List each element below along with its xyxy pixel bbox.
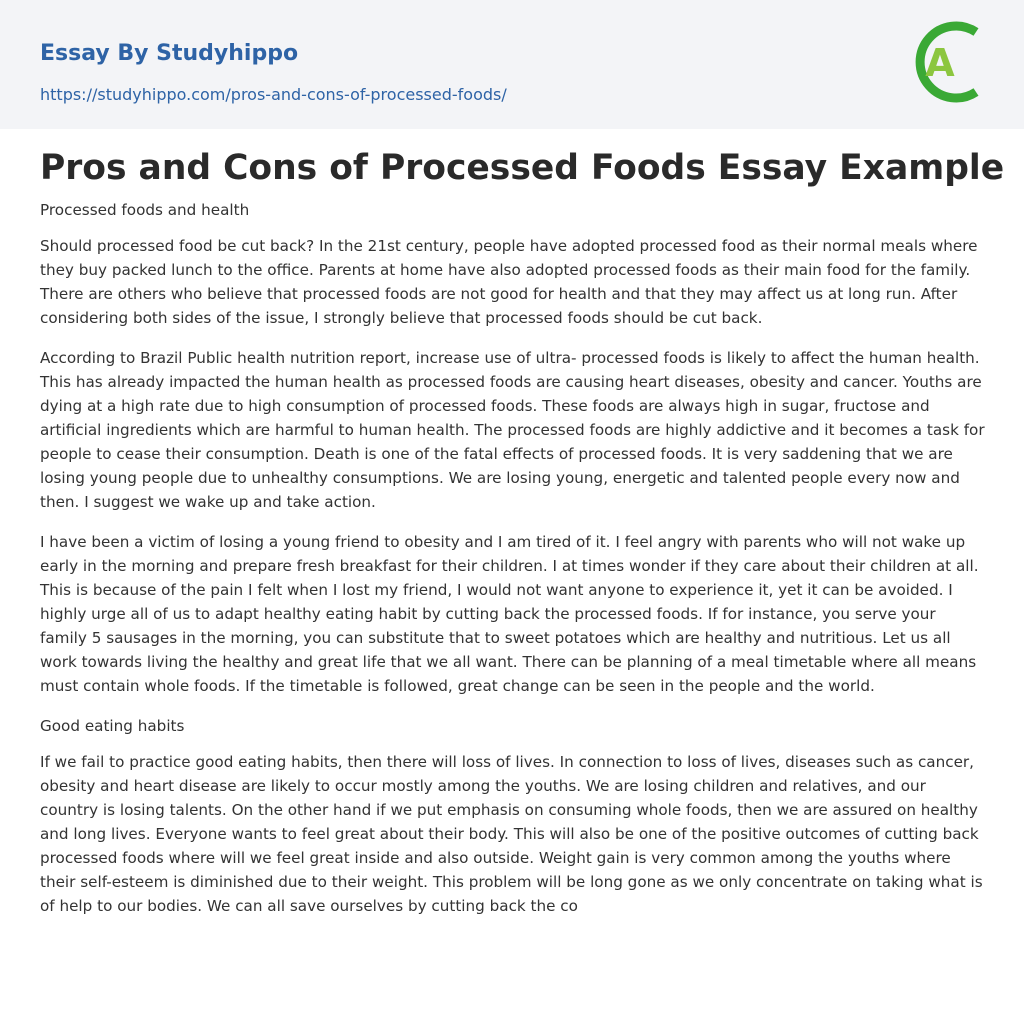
section-heading-processed-foods: Processed foods and health bbox=[40, 201, 250, 219]
page-url-link[interactable]: https://studyhippo.com/pros-and-cons-of-processed-foods/ bbox=[40, 85, 507, 104]
studyhippo-a-logo-icon[interactable] bbox=[910, 18, 988, 106]
logo-letter: A bbox=[925, 41, 955, 85]
section-heading-good-eating: Good eating habits bbox=[40, 717, 185, 735]
essay-paragraph: I have been a victim of losing a young friend to obesity and I am tired of it. I feel angry with parents who will not wake up early in the morning and prepare fresh breakfast for their children. I at times wonder if they care about their children at all. This is because of the pain I felt when I lost my friend, I would not want anyone to experience it, yet it can be avoided. I highly urge all of us to adapt healthy eating habit by cutting back the processed foods. If for instance, you serve your family 5 sausages in the morning, you can substitute that to sweet potatoes which are healthy and nutritious. Let us all work towards living the healthy and great life that we all want. There can be planning of a meal timetable where all means must contain whole foods. If the timetable is followed, great change can be seen in the people and the world. bbox=[40, 533, 979, 695]
page-title: Pros and Cons of Processed Foods Essay Example bbox=[40, 148, 1005, 188]
essay-body bbox=[40, 198, 986, 934]
essay-paragraph: According to Brazil Public health nutrition report, increase use of ultra- processed foods is likely to affect the human health. This has already impacted the human health as processed foods are causing heart diseases, obesity and cancer. Youths are dying at a high rate due to high consumption of processed foods. These foods are always high in sugar, fructose and artificial ingredients which are harmful to human health. The processed foods are highly addictive and it becomes a task for people to cease their consumption. Death is one of the fatal effects of processed foods. It is very saddening that we are losing young people due to unhealthy consumptions. We are losing young, energetic and talented people every now and then. I suggest we wake up and take action. bbox=[40, 349, 985, 511]
essay-paragraph: Should processed food be cut back? In the 21st century, people have adopted processed food as their normal meals where they buy packed lunch to the office. Parents at home have also adopted processed foods as their main food for the family. There are others who believe that processed foods are not good for health and that they may affect us at long run. After considering both sides of the issue, I strongly believe that processed foods should be cut back. bbox=[40, 237, 978, 327]
site-brand-link[interactable]: Essay By Studyhippo bbox=[40, 41, 299, 66]
site-header bbox=[0, 0, 1024, 129]
essay-paragraph-truncated: If we fail to practice good eating habits, then there will loss of lives. In connection to loss of lives, diseases such as cancer, obesity and heart disease are likely to occur mostly among the youths. We are losing children and relatives, and our country is losing talents. On the other hand if we put emphasis on consuming whole foods, then we are assured on healthy and long lives. Everyone wants to feel great about their body. This will also be one of the positive outcomes of cutting back processed foods where will we feel great inside and also outside. Weight gain is very common among the youths where their self-esteem is diminished due to their weight. This problem will be long gone as we only concentrate on taking what is of help to our bodies. We can all save ourselves by cutting back the co bbox=[40, 753, 983, 915]
